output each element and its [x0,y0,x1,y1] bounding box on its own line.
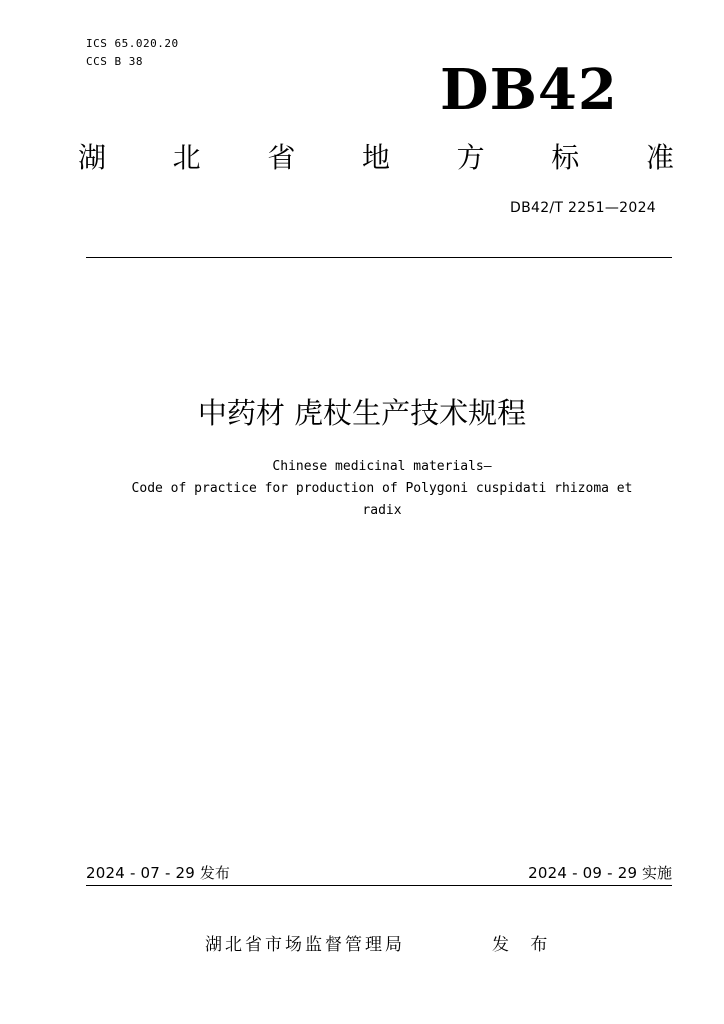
standard-type-char: 地 [361,141,390,174]
implementation-date [528,863,672,883]
english-title-line: Code of practice for production of Polygoni cuspidati rhizoma et [131,481,633,496]
issue-date-label: 发布 [199,864,230,882]
ics-code: ICS 65.020.20 [86,37,179,50]
standard-type-char: 方 [456,141,485,174]
bottom-divider [86,885,672,886]
standard-type-heading [78,138,674,178]
standard-type-char: 省 [267,141,296,174]
publisher-name: 湖北省市场监督管理局 [205,935,405,955]
english-title [100,456,664,522]
top-divider [86,257,672,258]
standard-number: DB42/T 2251—2024 [510,200,656,216]
english-title-line: radix [362,503,402,518]
issue-date-value: 2024 - 07 - 29 [86,864,196,882]
standard-type-char: 准 [645,141,674,174]
issue-date [86,863,230,883]
standard-type-char: 湖 [78,141,107,174]
implementation-date-label: 实施 [641,864,672,882]
ccs-code: CCS B 38 [86,55,143,68]
implementation-date-value: 2024 - 09 - 29 [528,864,638,882]
publish-label: 发 布 [492,935,556,955]
english-title-line: Chinese medicinal materials— [272,459,492,474]
chinese-title: 中药材 虎杖生产技术规程 [197,396,527,430]
standard-type-char: 北 [172,141,201,174]
db42-logo: DB42 [440,57,618,123]
standard-type-char: 标 [551,141,580,174]
